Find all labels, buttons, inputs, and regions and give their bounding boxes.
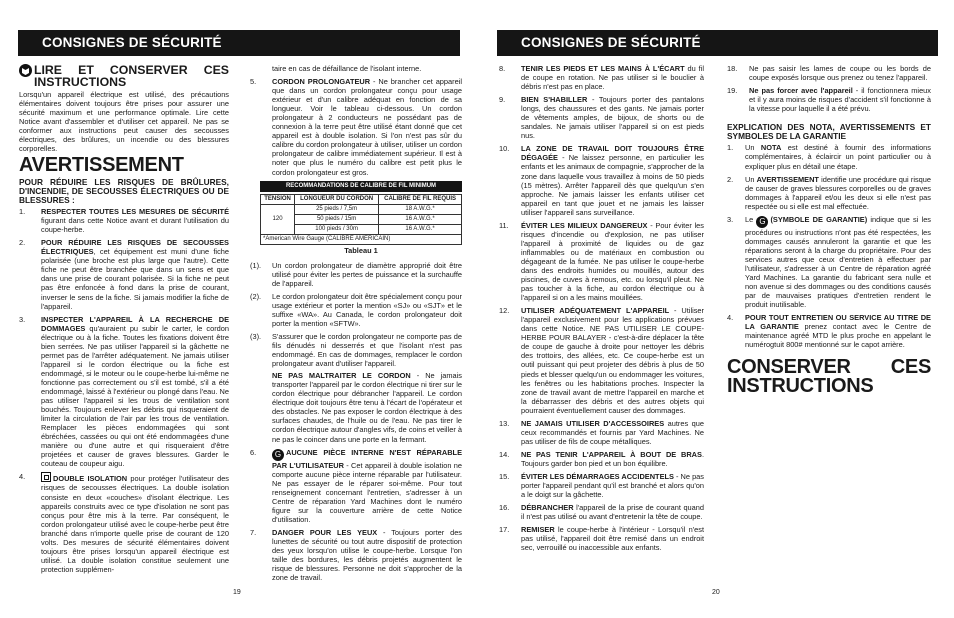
list-item: 16. DÉBRANCHER l'appareil de la prise de courant quand il n'est pas utilisé ou avant d'entretenir la tête de coupe. [499, 503, 704, 522]
list-item: 11. ÉVITER LES MILIEUX DANGEREUX - Pour éviter les risques d'incendie ou d'explosion, ne pas utiliser l'appareil à proximité de liquides ou de gaz inflammables ou de matériaux en combustion ou dégageant de la fumée. Ne pas utiliser le coupe-herbe dans des endroits humides ou mouillés, autour des piscines, de cuves à remous, etc. ou lorsqu'il pleut. Ne pas toucher à la fiche, au cordon électrique ou à l'appareil si on a les mains mouillées. [499, 220, 704, 303]
column-4 [727, 64, 931, 589]
intro-paragraph: Lorsqu'un appareil électrique est utilisé, des précautions élémentaires doivent toujours être prises pour assurer une sécurité maximum et une performance optimale. Lire cette Notice avant d'assembler et d'utiliser cet appareil. Ne pas se conformer aux instructions peut causer des secousses électriques, des brûlures, un incendie ou des blessures corporelles. [19, 90, 229, 154]
instructions-heading: LIRE ET CONSERVER CES INSTRUCTIONS [19, 64, 229, 88]
note-item: (1). Un cordon prolongateur de diamètre approprié doit être utilisé pour éviter les pertes de puissance et la surchauffe de l'appareil. [250, 260, 462, 288]
continuation-text: taire en cas de défaillance de l'isolant interne. [272, 64, 422, 73]
wire-gauge-table-block [250, 181, 462, 255]
list-item: 9. BIEN S'HABILLER - Toujours porter des pantalons longs, des chaussures et des gants. Ne jamais porter de vêtements amples, de bijoux, de shorts ou de sandales. Ne jamais utiliser l'appareil si on est pieds nus. [499, 95, 704, 141]
page-number: 20 [712, 589, 720, 596]
list-item: 3. INSPECTER L'APPAREIL À LA RECHERCHE DE DOMMAGES qu'auraient pu subir le carter, le cordon électrique ou à la fiche. Toutes les fixations doivent être bien serrées. Ne pas utiliser l'appareil si la gâchette ne permet pas de l'arrêter adéquatement. Ne jamais utiliser l'appareil si le cordon électrique ou la fiche est endommagé, si le moteur ou le coupe-herbe lui-même ne fonctionne pas correctement ou s'il est tombé, s'il a été endommagé, laissé à l'extérieur ou plongé dans l'eau. Ne pas utiliser l'appareil si les trous de ventilation sont bouchés. Toujours enlever les débris qui risqueraient de limiter la circulation de l'air par les trous de ventilation. Remplacer les pièces endommagées qui sont ébréchées, cassées ou qui ont été endommagées d'une manière ou d'une autre et qui risqueraient d'être projetées et causer de graves blessures. Garder le couteau de coupeur aigu. [19, 314, 229, 469]
list-item: 8. TENIR LES PIEDS ET LES MAINS À L'ÉCART du fil de coupe en rotation. Ne pas utiliser si le bouclier à débris n'est pas en place. [499, 64, 704, 92]
explanation-heading: EXPLICATION DES NOTA, AVERTISSEMENTS ET SYMBOLES DE LA GARANTIE [727, 122, 931, 141]
list-item: 15. ÉVITER LES DÉMARRAGES ACCIDENTELS - Ne pas porter l'appareil pendant qu'il est branché et alors qu'on a le doigt sur la gâchette. [499, 471, 704, 500]
table-header: LONGUEUR DU CORDON [295, 194, 379, 204]
warning-heading: AVERTISSEMENT [19, 154, 184, 177]
table-row: 120 25 pieds / 7,5m 18 A.W.G.* [261, 204, 462, 214]
warranty-symbol-icon: G [756, 216, 768, 228]
list-item: 5. CORDON PROLONGATEUR - Ne brancher cet appareil que dans un cordon prolongateur conçu pour usage extérieur et d'un calibre adéquat en fonction de sa longueur. Voir le tableau ci-dessous. Un cordon prolongateur à 2 conducteurs ne possédant pas de connexion à la terre peut être utilisé étant donné que cet appareil est à double isolation. Si l'on n'est pas sûr du calibre du cordon prolongateur à utiliser, utiliser un cordon prolongateur de calibre immédiatement supérieur. Il est à noter que plus le numéro du calibre est petit plus le cordon prolongateur est gros. [250, 77, 462, 177]
warranty-symbol-icon: G [272, 449, 284, 461]
list-item: 1. Un NOTA est destiné à fournir des informations complémentaires, à éclaircir un point particulier ou à expliquer plus en détail une étape. [727, 143, 931, 171]
voltage-cell: 120 [261, 204, 295, 234]
list-item: 2. POUR RÉDUIRE LES RISQUES DE SECOUSSES ÉLECTRIQUES, cet équipement est muni d'une fiche polarisée (une broche est plus large que l'autre). Cette fiche ne peut être branchée que dans un sens et que dans une prise de courant polarisée. Si la fiche ne peut pas être enfoncée à fond dans la prise de courant, inverser le sens de la fiche. Si jamais modifier la fiche de l'appareil. [19, 238, 229, 311]
cord-paragraph: NE PAS MALTRAITER LE CORDON - Ne jamais transporter l'appareil par le cordon électrique ni tirer sur le cordon électrique pour débrancher l'appareil. Le cordon électrique doit toujours être tenu à l'écart de l'opérateur et des obstacles. Ne pas exposer le cordon électrique à des surfaces chaudes, de l'huile ou de l'eau. Ne pas tirer le cordon électrique autour d'angles vifs, de coins et veiller à ne pas le coincer dans une porte en la fermant. [272, 371, 462, 444]
list-item: 18. Ne pas saisir les lames de coupe ou les bords de coupe exposés lorsque ous prenez ou tenez l'appareil. [727, 64, 931, 83]
wire-gauge-table [260, 194, 462, 245]
section-banner-left: CONSIGNES DE SÉCURITÉ [18, 30, 460, 56]
double-insulation-icon [41, 472, 51, 482]
table-footnote: *American Wire Gauge (CALIBRE AMERICAIN) [261, 234, 462, 244]
table-caption: RECOMMANDATIONS DE CALIBRE DE FIL MINIMUM [260, 181, 462, 192]
table-header: TENSION [261, 194, 295, 204]
warning-subheading: POUR RÉDUIRE LES RISQUES DE BRÛLURES, D'INCENDIE, DE SECOUSSES ÉLECTRIQUES OU DE BLESSURES : [19, 177, 229, 205]
list-item: 7. DANGER POUR LES YEUX - Toujours porter des lunettes de sécurité ou tout autre dispositif de protection des yeux lorsqu'on utilise le coupe-herbe. Lorsque l'on taille des bordures, les débris projetés augmentent le risque de blessures. Personne ne doit s'approcher de la zone de travail. [250, 527, 462, 583]
list-item: 14. NE PAS TENIR L'APPAREIL À BOUT DE BRAS. Toujours garder bon pied et un bon équilibre. [499, 449, 704, 468]
list-item: 4. DOUBLE ISOLATION pour protéger l'utilisateur des risques de secousses électriques. La double isolation consiste en deux «couches» d'isolant électrique. Les appareils construits avec ce type d'isolation ne sont pas conçus pour être mis à la terre. Par conséquent, le cordon prolongateur utilisé avec le coupe-herbe peut être branché dans n'importe quelle prise de courant de 120 volts. Des mesures de sécurité élémentaires doivent toujours être prises lorsqu'un appareil électrique est utilisé. La double isolation constitue seulement une protection supplémen- [19, 472, 229, 574]
list-item: 4. POUR TOUT ENTRETIEN OU SERVICE AU TITRE DE LA GARANTIE prenez contact avec le Centre de maintenance agréé MTD le plus proche en appelant le numérogtuit 800# mentionné sur le capot arrière. [727, 313, 931, 350]
read-manual-icon [19, 64, 32, 77]
list-item: 6. G AUCUNE PIÈCE INTERNE N'EST RÉPARABLE PAR L'UTILISATEUR - Cet appareil à double isolation ne comporte aucune pièce interne réparable par l'utilisateur. Ne pas essayer de le réparer soi-même. Pour tout renseignement concernant l'entretien, s'adresser à un Centre de réparation Yard Machines dont le numéro figure sur la couverture arrière de cette Notice d'utilisation. [250, 447, 462, 524]
table-row: 50 pieds / 15m 16 A.W.G.* [261, 214, 462, 224]
note-item: (3). S'assurer que le cordon prolongateur ne comporte pas de fils dénudés ni desserrés et que l'isolant n'est pas endommagé. En cas de dommages, remplacer le cordon prolongateur avant d'utiliser l'appareil. [250, 331, 462, 369]
column-3 [499, 64, 704, 589]
list-item: 12. UTILISER ADÉQUATEMENT L'APPAREIL - Utiliser l'appareil exclusivement pour les applications prévues dans cette Notice. NE PAS UTILISER LE COUPE-HERBE POUR BALAYER - c'est-à-dire déplacer la tête de coupe de gauche à droite pour nettoyer les débris des trottoirs, des allées, etc. Ce coupe-herbe est un outil puissant qui peut projeter des débris à plus de 50 pieds et blesser quelqu'un ou endommager les voitures, les fenêtres ou les habitations proches. Inspecter la zone de travail avant de mettre l'appareil en marche et la débarrasser des débris et des autres objets qui pourraient éventuellement causer des dommages. [499, 306, 704, 415]
table-row: 100 pieds / 30m 16 A.W.G.* [261, 224, 462, 234]
list-item: 19. Ne pas forcer avec l'appareil - il fonctionnera mieux et il y aura moins de risques d'accident s'il fonctionne à la vitesse pour laquelle il a été prévu. [727, 86, 931, 114]
list-item: 17. REMISER le coupe-herbe à l'intérieur - Lorsqu'il n'est pas utilisé, l'appareil doit être remisé dans un endroit sec, verrouillé ou inaccessible aux enfants. [499, 525, 704, 553]
closing-heading: CONSERVER CES INSTRUCTIONS [727, 356, 931, 398]
list-item: 13. NE JAMAIS UTILISER D'ACCESSOIRES autres que ceux recommandés et fournis par Yard Machines. Ne pas utiliser de fils de coupe métalliques. [499, 418, 704, 446]
column-2 [250, 64, 462, 589]
list-item: 10. LA ZONE DE TRAVAIL DOIT TOUJOURS ÊTRE DÉGAGÉE - Ne laissez personne, en particulier les enfants et les animaux de compagnie, s'approcher de la zone dans laquelle vous travaillez à moins de 50 pieds (15 mètres). Arrêter l'appareil dès que quelqu'un s'en approche. Ne jamais laisser les enfants utiliser cet appareil en tant que jouet et ne jamais les laisser utiliser l'appareil sans surveillance. [499, 144, 704, 217]
note-item: (2). Le cordon prolongateur doit être spécialement conçu pour usage extérieur et porter la mention «SJ» ou «SJT» et le suffixe «WA». Au Canada, le cordon prolongateur doit porter la mention «SFTW». [250, 291, 462, 328]
table-label: Tableau 1 [344, 245, 378, 255]
page-number: 19 [233, 589, 241, 596]
section-banner-right: CONSIGNES DE SÉCURITÉ [497, 30, 938, 56]
list-item: 3. Le G (SYMBOLE DE GARANTIE) indique que si les procédures ou instructions n'ont pas été respectées, les dommages causés annuleront la garantie et que les réparations seront à la charge du propriétaire. Pour des services autres que ceux d'entretien à effectuer par l'utilisateur, s'adresser à un Centre de réparation agréé Yard Machines. La garantie du fabricant sera nulle et non avenue si des dommages ou des conditions causés par de mauvaises pratiques d'entretien rendent le produit inutilisable. [727, 214, 931, 310]
list-item: 2. Un AVERTISSEMENT identifie une procédure qui risque de causer de graves blessures corporelles ou de graves dommages à l'appareil et/ou les deux si elle n'est pas respectée ou si elle est mal effectuée. [727, 174, 931, 211]
column-1 [19, 64, 229, 589]
table-header: CALIBRE DE FIL REQUIS [379, 194, 462, 204]
list-item: 1. RESPECTER TOUTES LES MESURES DE SÉCURITÉ figurant dans cette Notice avant et durant l'utilisation du coupe-herbe. [19, 207, 229, 235]
